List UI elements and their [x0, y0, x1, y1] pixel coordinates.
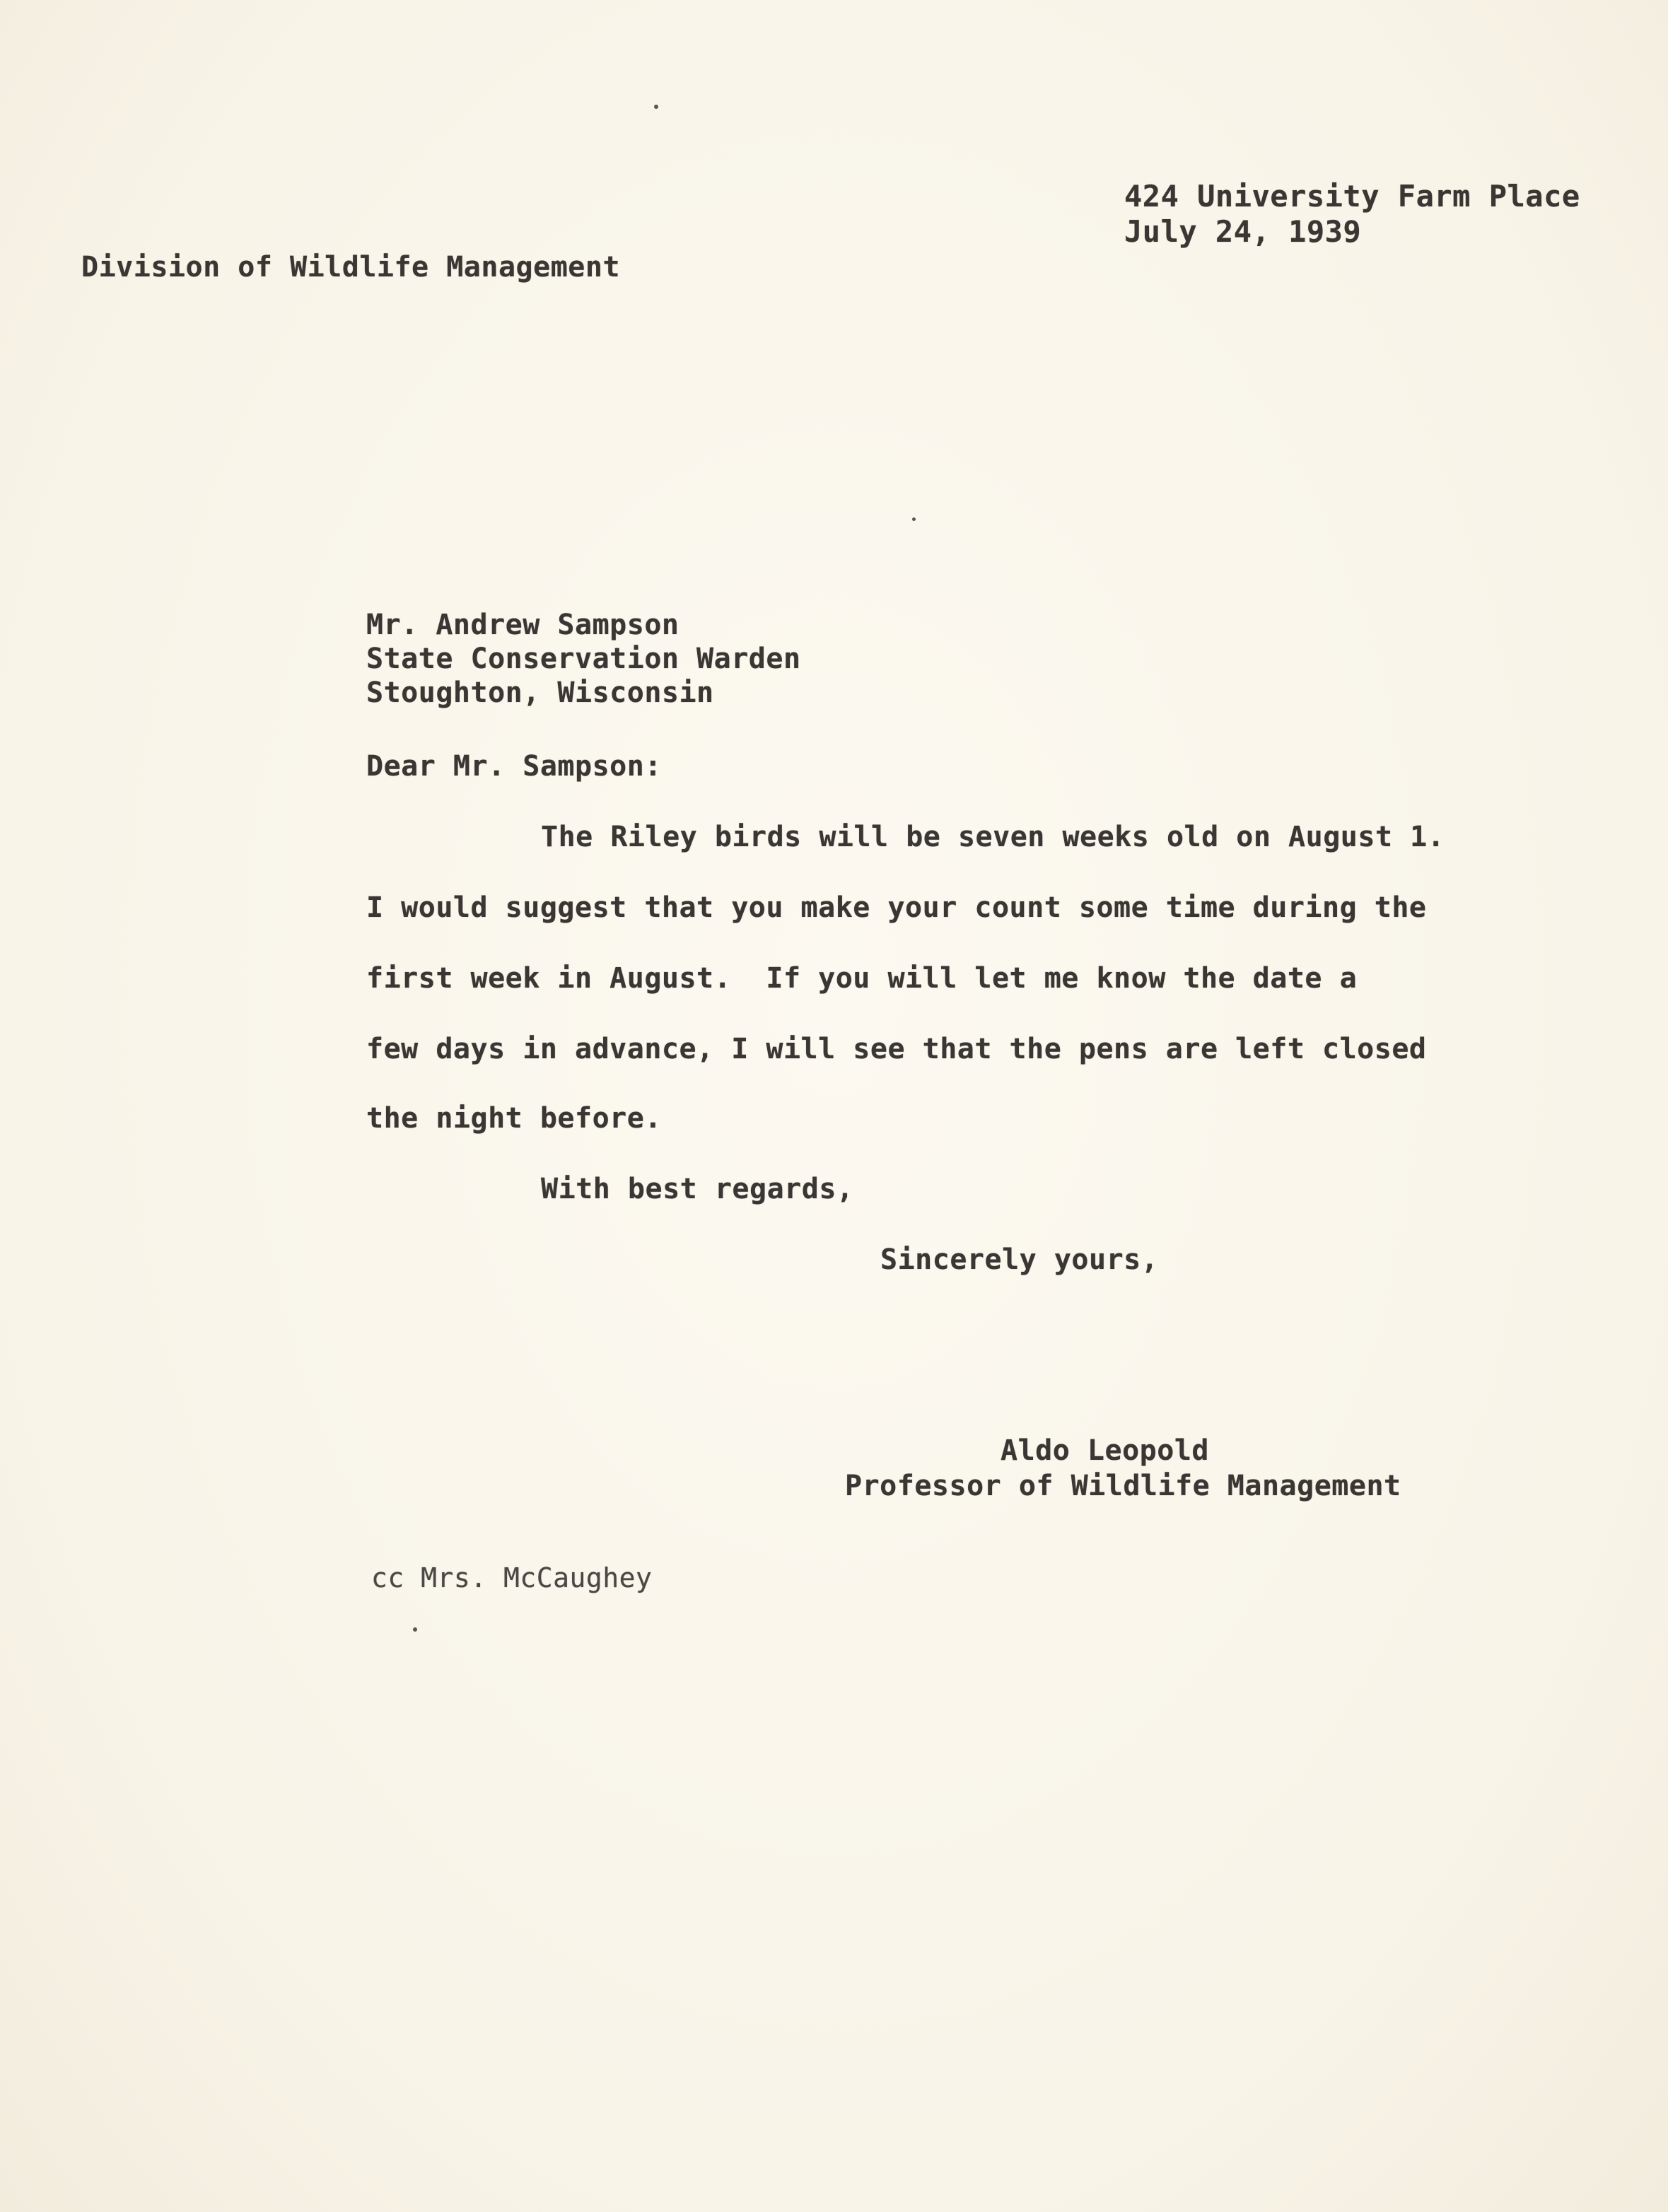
salutation: Dear Mr. Sampson:	[366, 750, 662, 783]
recipient-title: State Conservation Warden	[366, 643, 801, 675]
recipient-name: Mr. Andrew Sampson	[366, 609, 680, 641]
body-line-1: The Riley birds will be seven weeks old on August 1.	[541, 821, 1445, 853]
recipient-location: Stoughton, Wisconsin	[366, 677, 714, 709]
sign-off: Sincerely yours,	[880, 1243, 1159, 1276]
body-line-4: few days in advance, I will see that the pens are left closed	[366, 1033, 1427, 1065]
sender-address: 424 University Farm Place	[1124, 179, 1580, 213]
regards-line: With best regards,	[541, 1173, 854, 1205]
paper-speck	[654, 105, 658, 109]
division-heading: Division of Wildlife Management	[81, 251, 621, 283]
body-line-5: the night before.	[366, 1102, 662, 1135]
signer-name: Aldo Leopold	[1001, 1434, 1209, 1467]
cc-line: cc Mrs. McCaughey	[371, 1562, 653, 1593]
body-line-3: first week in August. If you will let me know the date a	[366, 962, 1358, 995]
paper-speck	[413, 1627, 417, 1632]
body-line-2: I would suggest that you make your count some time during the	[366, 891, 1427, 924]
letter-date: July 24, 1939	[1124, 214, 1362, 249]
paper-speck	[912, 517, 916, 521]
signer-title: Professor of Wildlife Management	[845, 1470, 1401, 1502]
